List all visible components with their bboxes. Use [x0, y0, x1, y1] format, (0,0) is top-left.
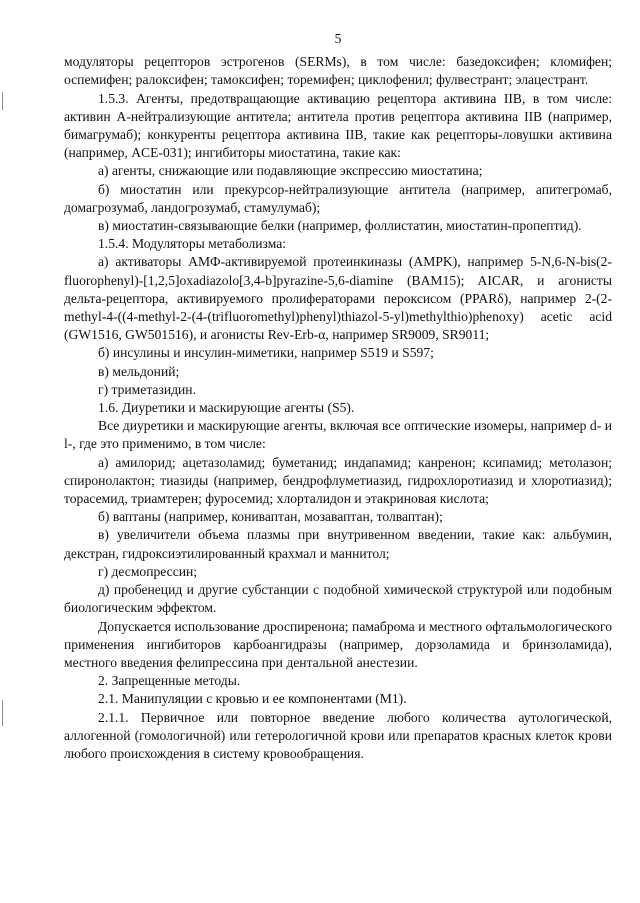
paragraph: 1.5.4. Модуляторы метаболизма: — [98, 236, 287, 252]
paragraph: Все диуретики и маскирующие агенты, включая все оптические изомеры, например d- и l-, где это применимо, в том числе: — [64, 418, 612, 452]
paragraph: Допускается использование дроспиренона; памаброма и местного офтальмологического применения ингибиторов карбоангидразы (например, дорзоламида и бринзоламида), местного введения фелипрессина при дентальной анестезии. — [64, 618, 612, 670]
paragraph: 1.6. Диуретики и маскирующие агенты (S5). — [98, 400, 355, 416]
paragraph: д) пробенецид и другие субстанции с подобной химической структурой или подобным биологическим эффектом. — [64, 582, 612, 616]
scan-edge-mark-top — [2, 92, 3, 110]
paragraph: а) агенты, снижающие или подавляющие экспрессию миостатина; — [98, 163, 483, 179]
paragraph: в) увеличители объема плазмы при внутривенном введении, такие как: альбумин, декстран, гидроксиэтилированный крахмал и маннитол; — [64, 527, 612, 561]
document-page — [64, 30, 612, 763]
paragraph: 2.1.1. Первичное или повторное введение любого количества аутологической, аллогенной (гомологичной) или гетерологичной крови или препаратов красных клеток крови любого происхождения в систему кровообращения. — [64, 709, 612, 761]
paragraph: 2. Запрещенные методы. — [98, 673, 241, 689]
paragraph: а) активаторы АМФ-активируемой протеинкиназы (AMPK), например 5-N,6-N-bis(2-fluorophenyl)-[1,2,5]oxadiazolo[3,4-b]pyrazine-5,6-diamine (BAM15); AICAR, и агонисты дельта-рецептора, активируемого пролифераторами пероксисом (PPARδ), например 2-(2-methyl-4-((4-methyl-2-(4-(trifluoromethyl)phenyl)thiazol-5-yl)methylthio)phenoxy) acetic acid (GW1516, GW501516), и агонисты Rev-Erb-α, например SR9009, SR9011; — [64, 254, 612, 343]
paragraph: б) инсулины и инсулин-миметики, например S519 и S597; — [98, 345, 434, 361]
paragraph: б) ваптаны (например, кониваптан, мозаваптан, толваптан); — [98, 509, 443, 525]
paragraph: в) миостатин-связывающие белки (например, фоллистатин, миостатин-пропептид). — [98, 218, 582, 234]
paragraph: модуляторы рецепторов эстрогенов (SERMs), в том числе: базедоксифен; кломифен; оспемифен; ралоксифен; тамоксифен; торемифен; циклофенил; фулвестрант; элацестрант. — [64, 54, 612, 88]
scan-edge-mark-bottom — [2, 700, 3, 726]
page-number: 5 — [334, 31, 342, 46]
paragraph: 1.5.3. Агенты, предотвращающие активацию рецептора активина IIB, в том числе: активин А-нейтрализующие антитела; антитела против рецептора активина IIB (например, бимагрумаб); конкуренты рецептора активина IIB, такие как рецепторы-ловушки активина (например, ACE-031); ингибиторы миостатина, такие как: — [64, 90, 612, 161]
document-body — [64, 53, 612, 763]
paragraph: в) мельдоний; — [98, 363, 180, 379]
paragraph: б) миостатин или прекурсор-нейтрализующие антитела (например, апитегромаб, домагрозумаб, ландогрозумаб, стамулумаб); — [64, 181, 612, 215]
paragraph: г) триметазидин. — [98, 381, 196, 397]
paragraph: а) амилорид; ацетазоламид; буметанид; индапамид; канренон; ксипамид; метолазон; спиронолактон; тиазиды (например, бендрофлуметиазид, гидрохлоротиазид и хлоротиазид); торасемид, триамтерен; фуросемид; хлорталидон и этакриновая кислота; — [64, 454, 612, 507]
paragraph: 2.1. Манипуляции с кровью и ее компонентами (M1). — [98, 691, 407, 707]
paragraph: г) десмопрессин; — [98, 563, 198, 579]
